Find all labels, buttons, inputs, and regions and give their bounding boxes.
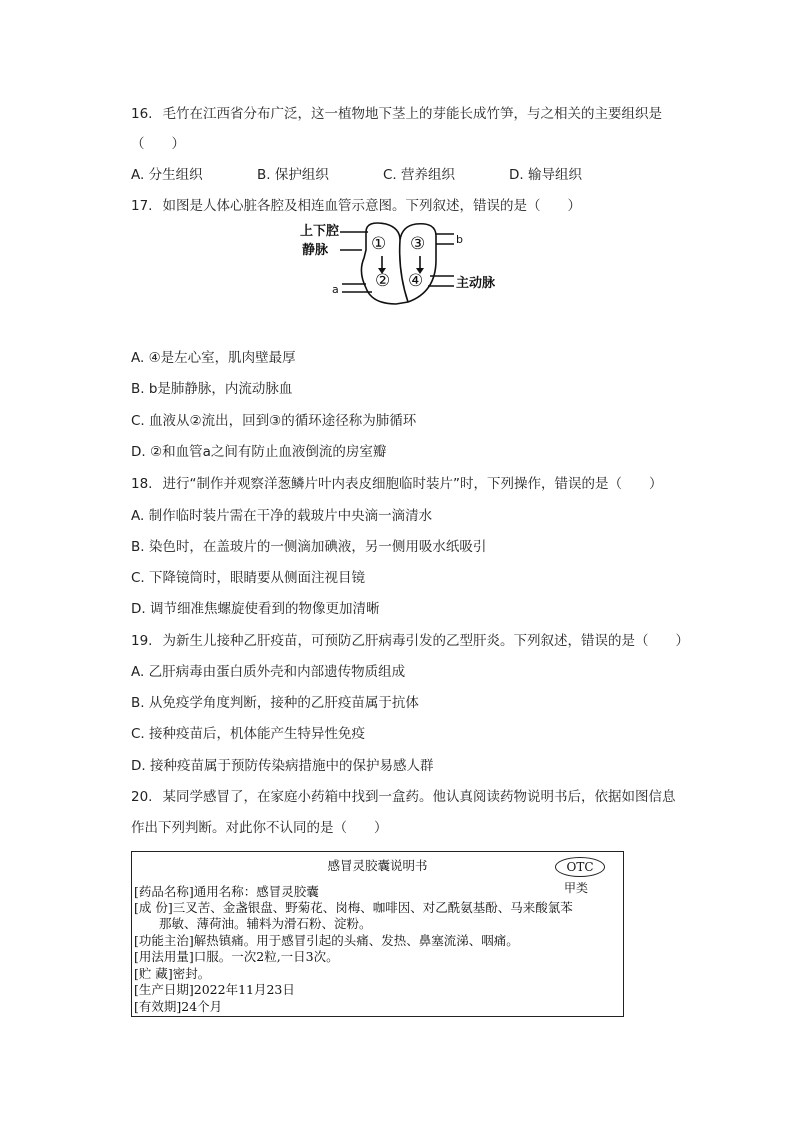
medicine-line-production-date: [生产日期]2022年11月23日 [134,982,295,997]
label-vena-cava-1: 上下腔 [300,224,340,239]
vena-cava-vessel [340,232,368,250]
q18-stem [131,474,662,494]
q20-stem [131,787,675,807]
medicine-title: 感冒灵胶囊说明书 [327,858,428,873]
vessel-b [436,234,454,244]
q18-option-c[interactable]: C. 下降镜筒时，眼睛要从侧面注视目镜 [131,570,366,586]
q17-option-b[interactable]: B. b是肺静脉，内流动脉血 [131,381,293,397]
otc-badge: OTC [555,857,605,877]
question-text: 如图是人体心脏各腔及相连血管示意图。下列叙述，错误的是（ ） [162,198,581,214]
option-c[interactable]: C. 营养组织 [383,167,456,183]
question-number: 16. [131,106,153,122]
medicine-line-name: [药品名称]通用名称：感冒灵胶囊 [134,884,319,899]
heart-septum [400,240,408,302]
question-number: 19. [131,633,153,649]
question-text: 毛竹在江西省分布广泛，这一植物地下茎上的芽能长成竹笋，与之相关的主要组织是 [162,106,662,122]
q20-stem-cont: 作出下列判断。对此你不认同的是（ ） [131,820,388,836]
chamber-3: ③ [410,234,426,254]
chamber-2: ② [375,271,391,291]
chamber-1: ① [371,234,387,254]
q16-stem-cont: （ ） [131,136,185,152]
q19-stem [131,631,689,651]
q19-option-b[interactable]: B. 从免疫学角度判断，接种的乙肝疫苗属于抗体 [131,695,419,711]
label-a: a [332,283,339,296]
medicine-line-expiry: [有效期]24个月 [134,999,223,1014]
medicine-line-ingredients: [成 份]三叉苦、金盏银盘、野菊花、岗梅、咖啡因、对乙酰氨基酚、马来酸氯苯 [134,900,573,915]
question-text: 进行“制作并观察洋葱鳞片叶内表皮细胞临时装片”时，下列操作，错误的是（ ） [162,476,663,492]
q18-option-a[interactable]: A. 制作临时装片需在干净的载玻片中央滴一滴清水 [131,508,433,524]
medicine-line-ingredients-cont: 那敏、薄荷油。辅料为滑石粉、淀粉。 [134,916,372,931]
medicine-instructions-box [131,851,624,1017]
q18-option-d[interactable]: D. 调节细准焦螺旋使看到的物像更加清晰 [131,601,380,617]
q16-stem [131,104,662,124]
chamber-4: ④ [408,271,424,291]
q18-option-b[interactable]: B. 染色时，在盖玻片的一侧滴加碘液，另一侧用吸水纸吸引 [131,539,487,555]
option-a[interactable]: A. 分生组织 [131,167,203,183]
medicine-line-dosage: [用法用量]口服。一次2粒,一日3次。 [134,949,339,964]
q19-option-d[interactable]: D. 接种疫苗属于预防传染病措施中的保护易感人群 [131,758,434,774]
label-aorta: 主动脉 [456,276,496,291]
q19-option-a[interactable]: A. 乙肝病毒由蛋白质外壳和内部遗传物质组成 [131,664,406,680]
q17-stem [131,196,581,216]
question-text: 某同学感冒了，在家庭小药箱中找到一盒药。他认真阅读药物说明书后，依据如图信息 [162,789,676,805]
q17-option-d[interactable]: D. ②和血管a之间有防止血液倒流的房室瓣 [131,444,387,460]
question-number: 17. [131,198,153,214]
option-d[interactable]: D. 输导组织 [509,167,582,183]
medicine-line-indications: [功能主治]解热镇痛。用于感冒引起的头痛、发热、鼻塞流涕、咽痛。 [134,933,519,948]
q16-options [131,165,582,185]
q19-option-c[interactable]: C. 接种疫苗后，机体能产生特异性免疫 [131,726,366,742]
question-text: 为新生儿接种乙肝疫苗，可预防乙肝病毒引发的乙型肝炎。下列叙述，错误的是（ ） [162,633,689,649]
heart-diagram [300,222,500,306]
question-number: 18. [131,476,153,492]
question-number: 20. [131,789,153,805]
label-vena-cava-2: 静脉 [302,243,329,258]
q17-option-a[interactable]: A. ④是左心室，肌肉壁最厚 [131,350,296,366]
otc-class-label: 甲类 [564,881,589,895]
q17-option-c[interactable]: C. 血液从②流出，回到③的循环途径称为肺循环 [131,413,417,429]
label-b: b [456,233,463,246]
medicine-line-storage: [贮 藏]密封。 [134,966,211,981]
option-b[interactable]: B. 保护组织 [257,167,329,183]
